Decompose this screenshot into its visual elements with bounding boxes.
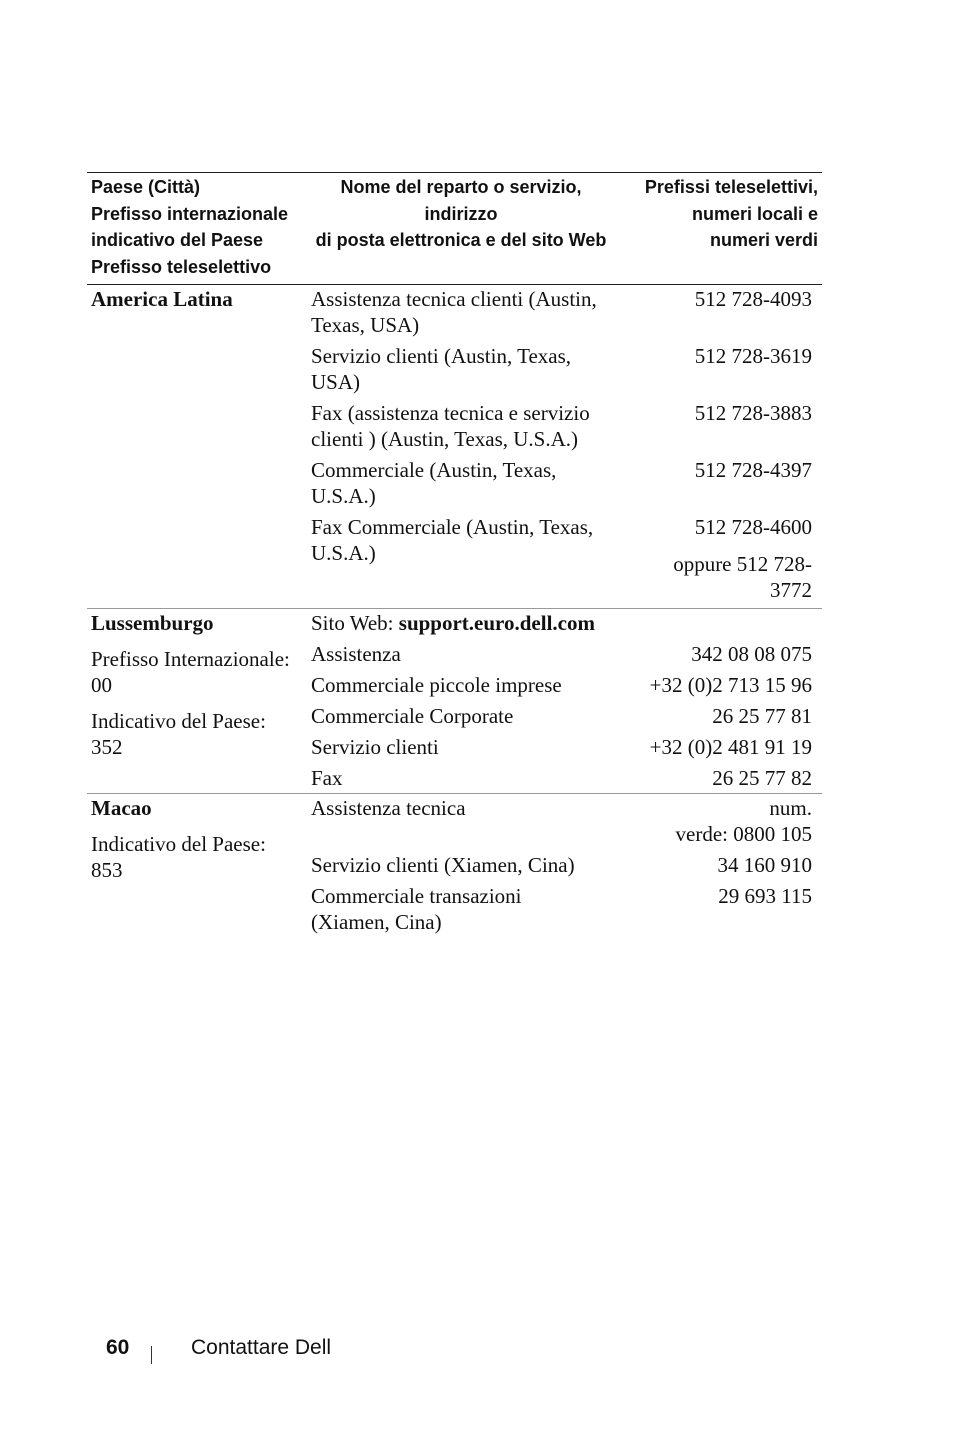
table-row <box>307 610 822 636</box>
table-row <box>307 457 822 509</box>
country-code-value: 352 <box>91 735 123 759</box>
phone-number: 26 25 77 82 <box>712 766 812 790</box>
header-service-line: indirizzo <box>424 203 498 224</box>
service-name <box>307 400 637 452</box>
country-cell <box>87 610 307 791</box>
phone-number: 512 728-4093 <box>694 287 812 311</box>
table-row <box>307 343 822 395</box>
country-name: America Latina <box>91 287 233 311</box>
phone-number: 29 693 115 <box>718 884 812 908</box>
header-service <box>311 174 611 280</box>
phone-number-line: verde: 0800 105 <box>675 822 812 846</box>
phone-number: +32 (0)2 713 15 96 <box>649 673 812 697</box>
service-name: Commerciale Corporate <box>311 704 514 728</box>
phone-number: 34 160 910 <box>717 853 812 877</box>
header-country <box>87 174 311 280</box>
page-number: 60 <box>106 1336 130 1359</box>
service-line: Assistenza tecnica clienti (Austin, <box>311 287 597 311</box>
service-name: Fax <box>311 766 343 790</box>
phone-number: +32 (0)2 481 91 19 <box>649 735 812 759</box>
header-numbers-line: numeri verdi <box>709 230 818 250</box>
header-numbers-line: numeri locali e <box>691 203 818 224</box>
header-country-line: Paese (Città) <box>91 177 201 197</box>
table-row <box>307 883 822 935</box>
phone-number <box>637 514 822 603</box>
service-line: U.S.A.) <box>311 484 376 508</box>
service-name <box>307 514 637 603</box>
phone-number-line: num. <box>769 796 812 820</box>
intl-prefix-value: 00 <box>91 673 112 697</box>
service-line: Fax (assistenza tecnica e servizio <box>311 401 590 425</box>
website-link[interactable]: support.euro.dell.com <box>398 611 595 635</box>
table-row <box>307 852 822 878</box>
service-line: Commerciale (Austin, Texas, <box>311 458 557 482</box>
table-row <box>307 672 822 698</box>
service-line: Texas, USA) <box>311 313 420 337</box>
table-header <box>87 172 822 285</box>
service-name: Commerciale piccole imprese <box>311 673 562 697</box>
footer-separator <box>151 1346 152 1364</box>
header-numbers <box>611 174 822 280</box>
services-cell <box>307 286 822 603</box>
intl-prefix <box>91 646 307 698</box>
chapter-title: Contattare Dell <box>191 1336 332 1359</box>
header-service-line: Nome del reparto o servizio, <box>340 177 582 197</box>
country-cell <box>87 286 307 603</box>
header-numbers-line: Prefissi teleselettivi, <box>644 177 818 197</box>
service-line: USA) <box>311 370 361 394</box>
website-label: Sito Web: <box>311 611 394 635</box>
phone-number: 342 08 08 075 <box>691 642 812 666</box>
service-name: Servizio clienti (Xiamen, Cina) <box>311 853 575 877</box>
table-row <box>307 703 822 729</box>
service-name <box>307 286 637 338</box>
section-macao <box>87 794 822 945</box>
country-code <box>91 831 307 883</box>
table-row <box>307 400 822 452</box>
table-row <box>307 286 822 338</box>
country-name: Macao <box>91 796 152 820</box>
phone-number: 512 728-3883 <box>694 401 812 425</box>
phone-number: 512 728-4397 <box>694 458 812 482</box>
service-name <box>307 457 637 509</box>
table-row <box>307 765 822 791</box>
country-cell <box>87 795 307 940</box>
website <box>307 610 637 636</box>
intl-prefix-label: Prefisso Internazionale: <box>91 647 290 671</box>
service-name <box>307 883 637 935</box>
phone-number: 512 728-3619 <box>694 344 812 368</box>
service-name <box>307 343 637 395</box>
phone-number: 26 25 77 81 <box>712 704 812 728</box>
service-line: Commerciale transazioni <box>311 884 522 908</box>
country-code-value: 853 <box>91 858 123 882</box>
country-code <box>91 708 307 760</box>
table-row <box>307 795 822 847</box>
section-lussemburgo <box>87 609 822 794</box>
service-line: Fax Commerciale (Austin, Texas, <box>311 515 594 539</box>
service-line: Servizio clienti (Austin, Texas, <box>311 344 572 368</box>
service-name: Servizio clienti <box>311 735 439 759</box>
phone-number-main: 512 728-4600 <box>694 515 812 539</box>
header-service-line: di posta elettronica e del sito Web <box>315 230 607 250</box>
section-america-latina <box>87 285 822 609</box>
country-code-label: Indicativo del Paese: <box>91 709 266 733</box>
services-cell <box>307 610 822 791</box>
service-line: (Xiamen, Cina) <box>311 910 442 934</box>
header-country-line: Prefisso internazionale <box>91 203 289 224</box>
country-name: Lussemburgo <box>91 611 214 635</box>
table-row <box>307 514 822 603</box>
service-name: Assistenza tecnica <box>311 796 466 820</box>
header-country-line: indicativo del Paese <box>91 230 264 250</box>
service-name: Assistenza <box>311 642 401 666</box>
service-line: U.S.A.) <box>311 541 376 565</box>
phone-number-alt: 3772 <box>770 578 812 602</box>
phone-number <box>637 795 822 847</box>
table-row <box>307 641 822 667</box>
country-code-label: Indicativo del Paese: <box>91 832 266 856</box>
header-country-line: Prefisso teleselettivo <box>91 256 272 277</box>
phone-number-alt: oppure 512 728- <box>673 552 812 576</box>
contacts-table <box>87 172 822 945</box>
service-line: clienti ) (Austin, Texas, U.S.A.) <box>311 427 579 451</box>
services-cell <box>307 795 822 940</box>
table-row <box>307 734 822 760</box>
